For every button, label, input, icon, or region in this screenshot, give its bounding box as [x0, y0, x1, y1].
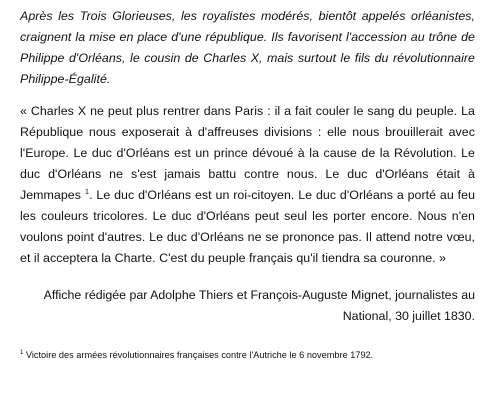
- source-line-1: Affiche rédigée par Adolphe Thiers et François-Auguste Mignet, journalistes au: [43, 288, 475, 302]
- quote-paragraph: [20, 101, 475, 269]
- footnote-text: Victoire des armées révolutionnaires françaises contre l'Autriche le 6 novembre 1792.: [25, 350, 374, 360]
- footnote-reference: 1: [84, 186, 90, 196]
- intro-paragraph: Après les Trois Glorieuses, les royalistes modérés, bientôt appelés orléanistes, craignent la mise en place d'une république. Ils favorisent l'accession au trône de Philippe d'Orléans, le cousin de Charles X, mais surtout le fils du révolutionnaire Philippe-Égalité.: [20, 9, 475, 86]
- footnote-marker: 1: [20, 349, 24, 356]
- quote-text-part2: . Le duc d'Orléans est un roi-citoyen. Le duc d'Orléans a porté au feu les couleurs tricolores. Le duc d'Orléans peut seul les porter encore. Nous n'en voulons point d'autres. Le duc d'Orléans ne se prononce pas. Il attend notre vœu, et il acceptera la Charte. C'est du peuple français qu'il tiendra sa couronne. »: [20, 188, 476, 265]
- source-attribution: [20, 285, 475, 327]
- quote-text-part1: « Charles X ne peut plus rentrer dans Paris : il a fait couler le sang du peuple. La République nous exposerait à d'affreuses divisions : elle nous brouillerait avec l'Europe. Le duc d'Orléans est un prince dévoué à la cause de la Révolution. Le duc d'Orléans ne s'est jamais battu contre nous. Le duc d'Orléans était à Jemmapes: [20, 104, 475, 202]
- source-line-2: National, 30 juillet 1830.: [342, 309, 475, 323]
- document-page: [20, 6, 475, 361]
- footnote: [20, 349, 475, 361]
